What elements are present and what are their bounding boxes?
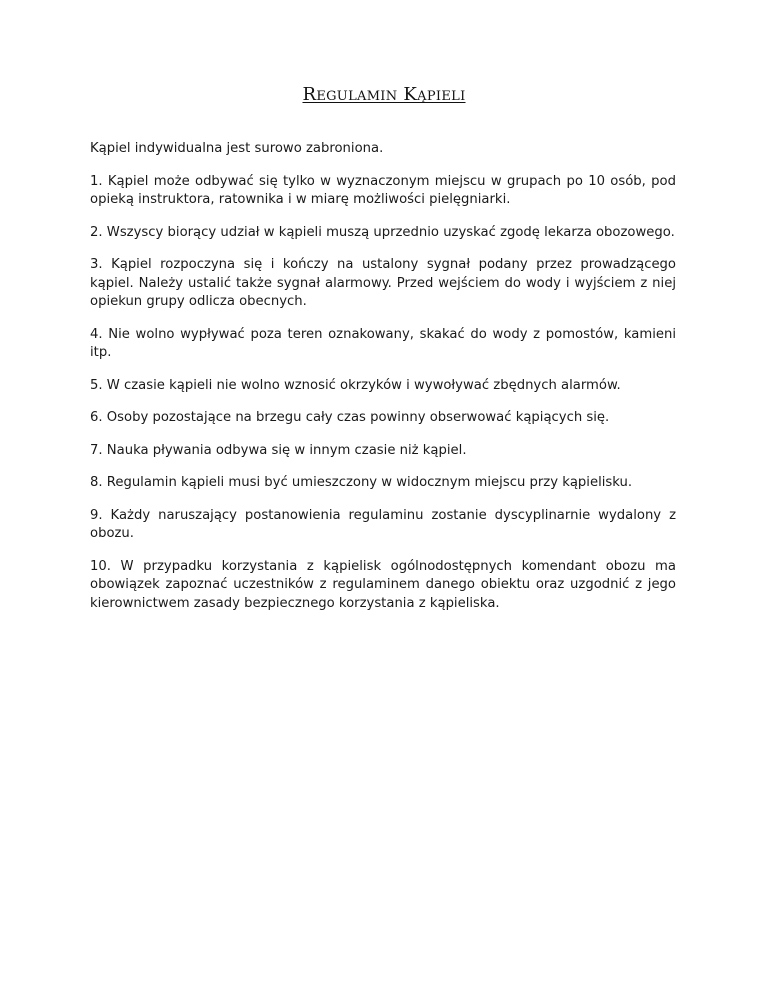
document-body bbox=[90, 140, 676, 627]
intro-paragraph: Kąpiel indywidualna jest surowo zabroniona. bbox=[90, 141, 384, 156]
document-title: Regulamin Kąpieli bbox=[302, 84, 466, 105]
rule-4: 4. Nie wolno wypływać poza teren oznakowany, skakać do wody z pomostów, kamieni itp. bbox=[90, 326, 676, 360]
rule-8: 8. Regulamin kąpieli musi być umieszczony w widocznym miejscu przy kąpielisku. bbox=[90, 475, 633, 490]
rule-9: 9. Każdy naruszający postanowienia regulaminu zostanie dyscyplinarnie wydalony z obozu. bbox=[90, 507, 676, 541]
rule-5: 5. W czasie kąpieli nie wolno wznosić okrzyków i wywoływać zbędnych alarmów. bbox=[90, 377, 621, 393]
rule-6: 6. Osoby pozostające na brzegu cały czas powinny obserwować kąpiących się. bbox=[90, 410, 610, 425]
rule-7: 7. Nauka pływania odbywa się w innym czasie niż kąpiel. bbox=[90, 442, 467, 458]
rule-3: 3. Kąpiel rozpoczyna się i kończy na ustalony sygnał podany przez prowadzącego kąpiel. Należy ustalić także sygnał alarmowy. Przed wejściem do wody i wyjściem z niej opiekun grupy odlicza obecnych. bbox=[90, 257, 676, 309]
rule-2: 2. Wszyscy biorący udział w kąpieli muszą uprzednio uzyskać zgodę lekarza obozowego. bbox=[90, 224, 675, 240]
rule-10: 10. W przypadku korzystania z kąpielisk ogólnodostępnych komendant obozu ma obowiązek zapoznać uczestników z regulaminem danego obiektu oraz uzgodnić z jego kierownictwem zasady bezpiecznego korzystania z kąpieliska. bbox=[90, 558, 676, 611]
rule-1: 1. Kąpiel może odbywać się tylko w wyznaczonym miejscu w grupach po 10 osób, pod opieką instruktora, ratownika i w miarę możliwości pielęgniarki. bbox=[90, 173, 676, 207]
